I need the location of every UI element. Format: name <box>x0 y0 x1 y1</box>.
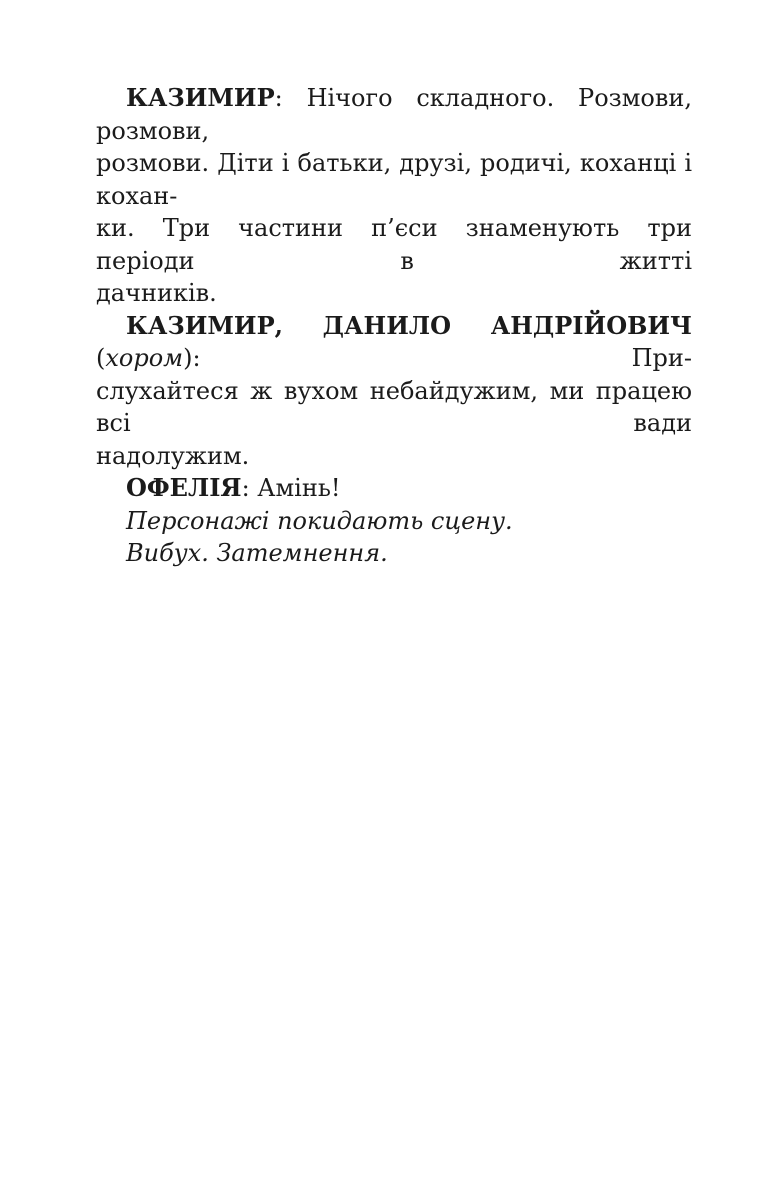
dialogue-text: : Нічого складного. Розмови, розмови, <box>96 84 692 145</box>
stage-direction-inline: хором <box>105 344 184 372</box>
speaker-name: КАЗИМИР, ДАНИЛО АНДРІЙОВИЧ <box>126 310 692 340</box>
paragraph-line <box>96 82 692 147</box>
paragraph-line <box>96 310 692 375</box>
dialogue-text: : Амінь! <box>241 474 341 502</box>
dialogue-paragraph-kazymyr <box>96 82 692 310</box>
dialogue-text: надолужим. <box>96 441 250 470</box>
document-page <box>96 82 692 570</box>
dialogue-text: ки. Три частини п’єси знаменують три періоди в житті <box>96 214 692 275</box>
dialogue-text: ): При- <box>183 344 692 372</box>
dialogue-paragraph-chorus <box>96 310 692 473</box>
dialogue-text: розмови. Діти і батьки, друзі, родичі, коханці і кохан- <box>96 149 692 210</box>
speaker-name: ОФЕЛІЯ <box>126 473 242 502</box>
dialogue-text: слухайтеся ж вухом небайдужим, ми працею всі вади <box>96 376 692 437</box>
speaker-name: КАЗИМИР <box>126 83 275 112</box>
stage-direction: Вибух. Затемнення. <box>126 539 388 567</box>
dialogue-text: ( <box>96 344 106 372</box>
dialogue-paragraph-ofelia <box>96 472 692 505</box>
stage-direction: Персонажі покидають сцену. <box>126 506 513 535</box>
dialogue-text: дачників. <box>96 279 217 307</box>
